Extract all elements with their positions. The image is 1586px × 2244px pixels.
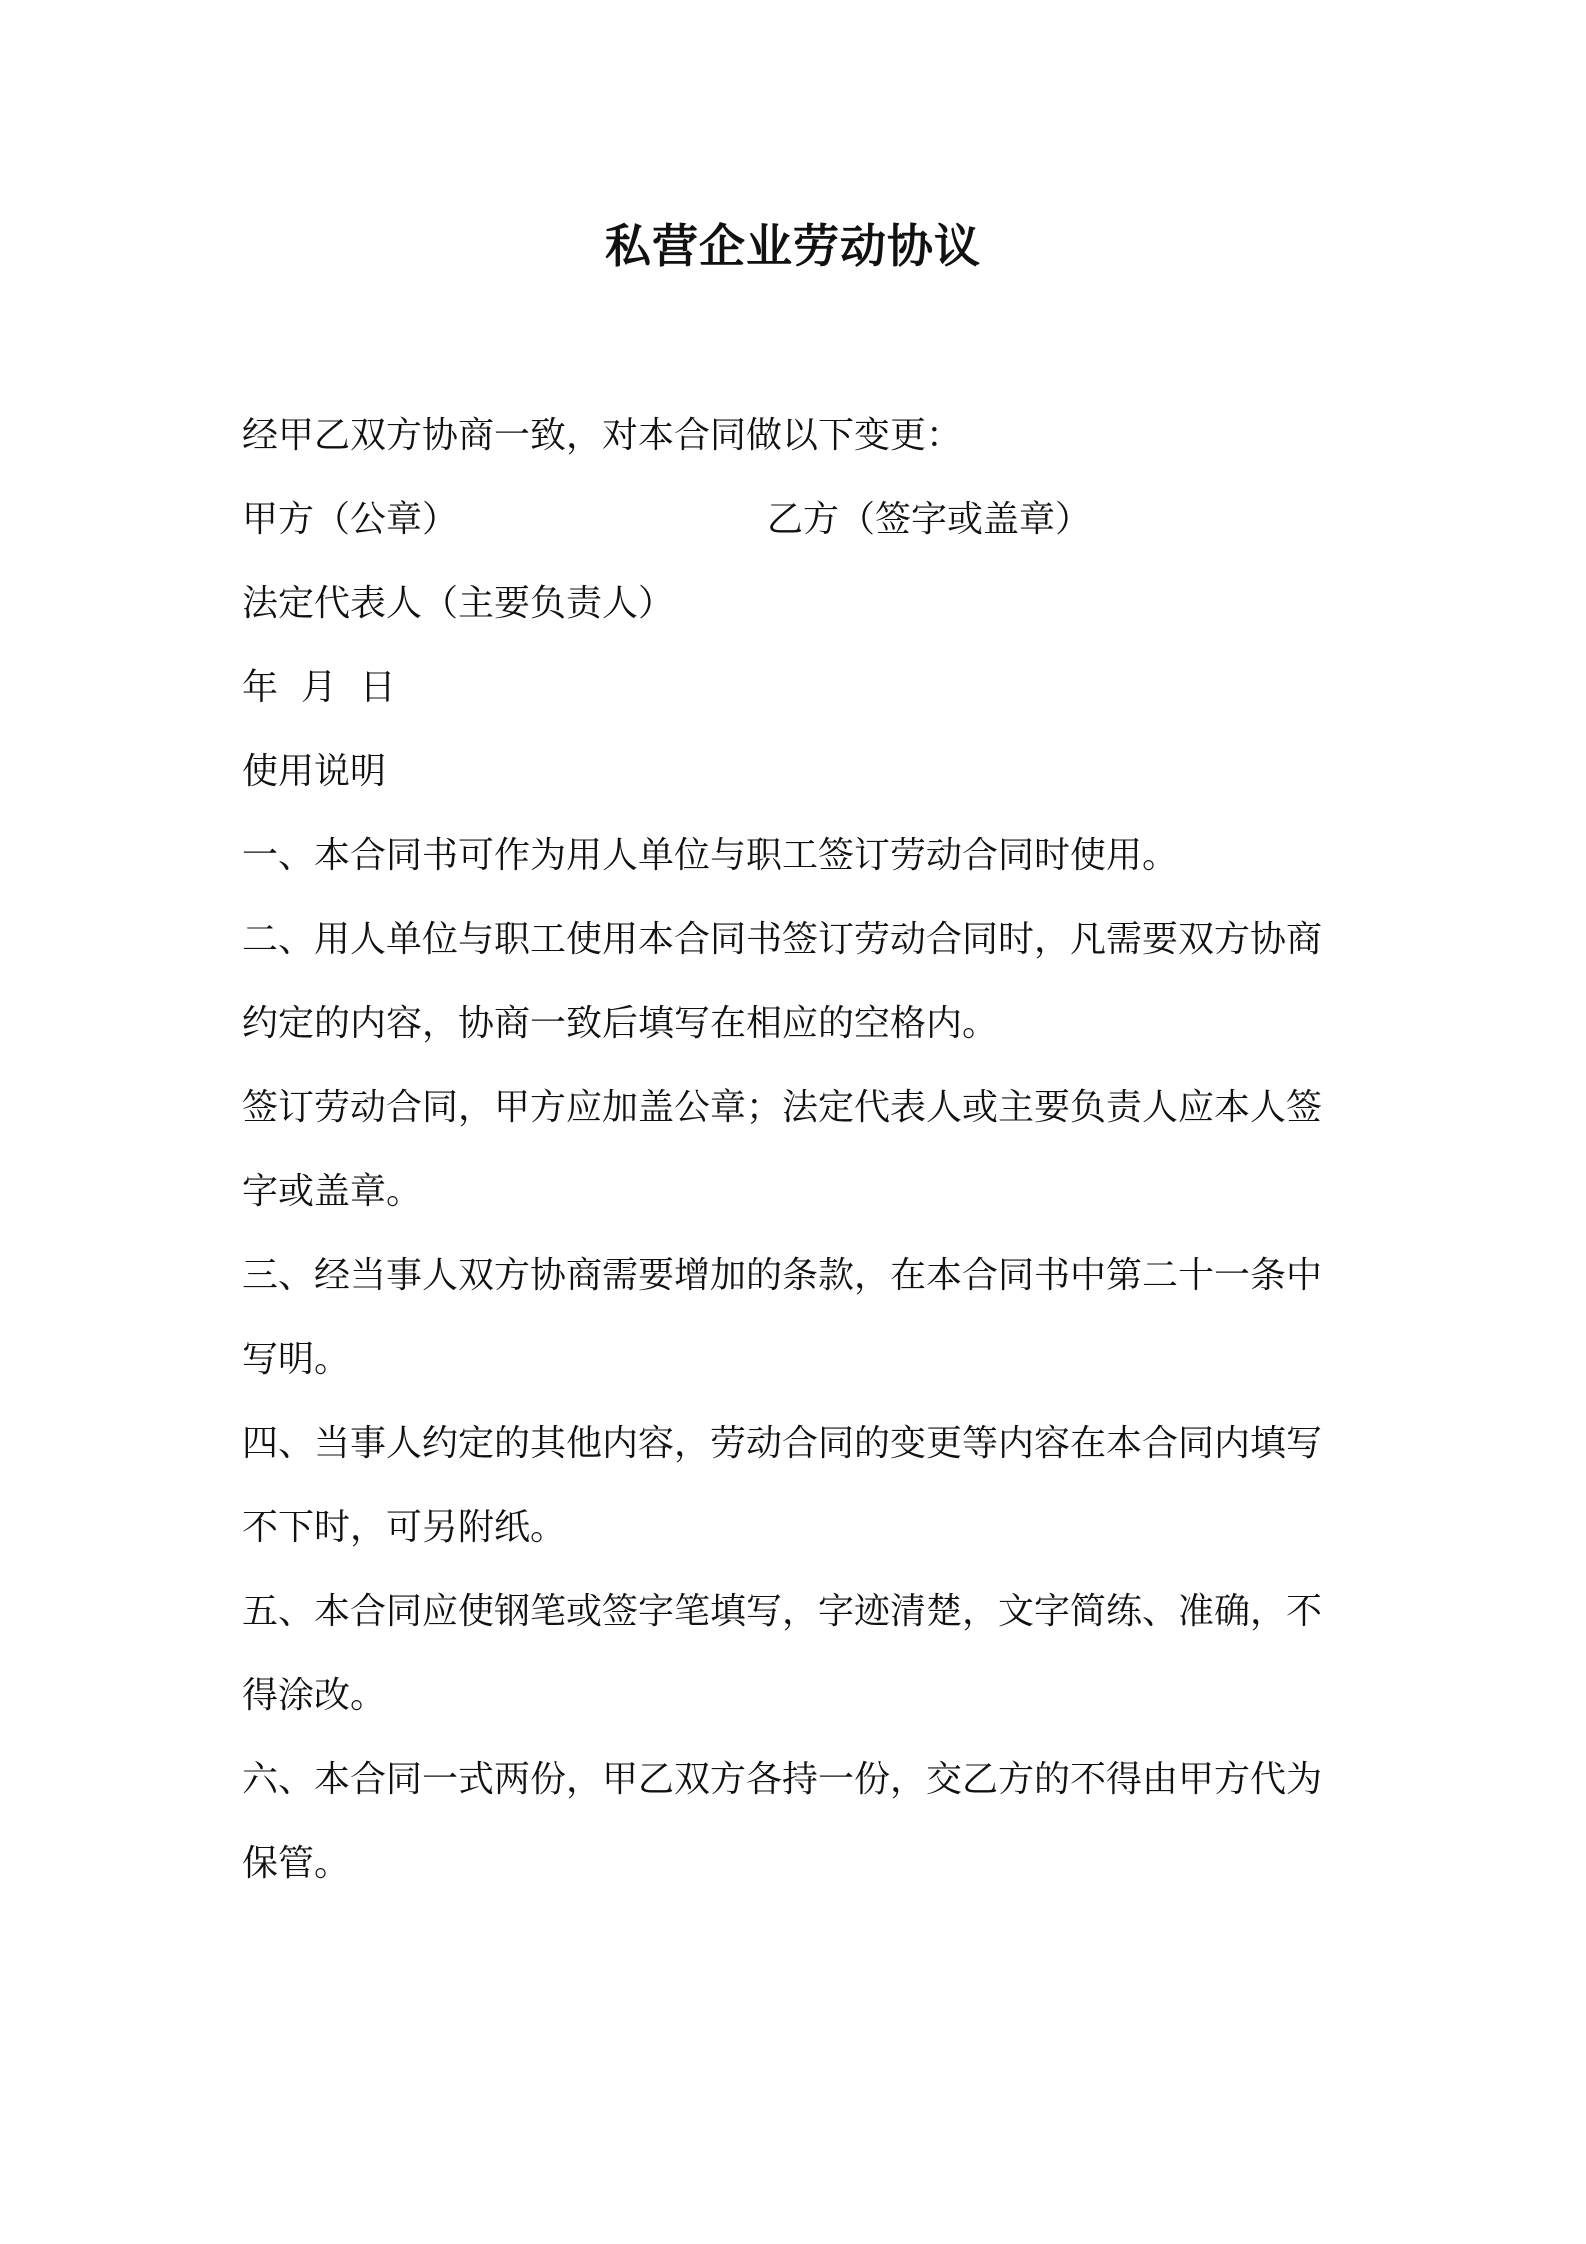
date-label: 年 月 日 xyxy=(242,667,396,708)
instruction-line: 二、用人单位与职工使用本合同书签订劳动合同时，凡需要双方协商 xyxy=(242,919,1323,960)
instruction-line: 约定的内容，协商一致后填写在相应的空格内。 xyxy=(242,1003,999,1044)
intro-text: 经甲乙双方协商一致，对本合同做以下变更： xyxy=(242,415,963,456)
document-title: 私营企业劳动协议 xyxy=(605,219,981,273)
instruction-line: 得涂改。 xyxy=(242,1675,387,1716)
instructions-heading: 使用说明 xyxy=(242,751,387,792)
instruction-line: 五、本合同应使钢笔或签字笔填写，字迹清楚，文字简练、准确，不 xyxy=(242,1591,1323,1632)
instruction-line: 三、经当事人双方协商需要增加的条款，在本合同书中第二十一条中 xyxy=(242,1255,1323,1296)
legal-representative-label: 法定代表人（主要负责人） xyxy=(242,583,675,624)
instruction-line: 字或盖章。 xyxy=(242,1171,423,1212)
party-b-label: 乙方（签字或盖章） xyxy=(767,499,1092,540)
instruction-line: 一、本合同书可作为用人单位与职工签订劳动合同时使用。 xyxy=(242,835,1179,876)
signature-row xyxy=(242,494,1362,546)
instruction-line: 签订劳动合同，甲方应加盖公章；法定代表人或主要负责人应本人签 xyxy=(242,1087,1323,1128)
party-a-label: 甲方（公章） xyxy=(242,499,459,540)
instruction-line: 四、当事人约定的其他内容，劳动合同的变更等内容在本合同内填写 xyxy=(242,1423,1323,1464)
instruction-line: 保管。 xyxy=(242,1843,351,1884)
instruction-line: 六、本合同一式两份，甲乙双方各持一份，交乙方的不得由甲方代为 xyxy=(242,1759,1323,1800)
instruction-line: 写明。 xyxy=(242,1339,351,1380)
instruction-line: 不下时，可另附纸。 xyxy=(242,1507,567,1548)
